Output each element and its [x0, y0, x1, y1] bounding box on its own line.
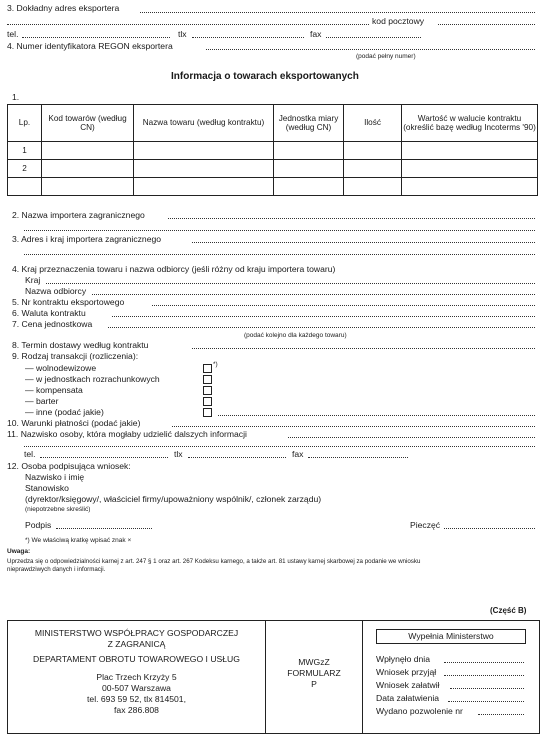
warning-text: Uprzedza się o odpowiedzialności karnej z art. 247 § 1 oraz art. 267 Kodeksu karnego, a także art. 81 ustawy karnej skarbowej za podanie we wniosku — [7, 558, 421, 565]
department-name: DEPARTAMENT OBROTU TOWAROWEGO I USŁUG — [33, 654, 240, 664]
signature-field[interactable] — [56, 528, 152, 529]
regon-note: (podać pełny numer) — [356, 53, 416, 60]
unit-price-label: 7. Cena jednostkowa — [12, 319, 93, 329]
option-label: — inne (podać jakie) — [25, 407, 104, 417]
warning-title: Uwaga: — [7, 548, 31, 555]
option-checkbox[interactable] — [203, 375, 212, 384]
exporter-address-line-2[interactable] — [7, 24, 369, 25]
importer-address-label: 3. Adres i kraj importera zagranicznego — [12, 234, 162, 244]
footnote: *) We właściwą kratkę wpisać znak × — [25, 537, 132, 544]
ministry-fill-field[interactable] — [450, 688, 524, 689]
postal-code-field[interactable] — [438, 24, 535, 25]
ministry-fill-field[interactable] — [478, 714, 524, 715]
table-cell[interactable] — [402, 142, 538, 160]
tlx-field[interactable] — [192, 37, 304, 38]
payment-terms-field[interactable] — [172, 426, 535, 427]
ministry-fill-item: Wpłynęło dnia — [376, 654, 430, 664]
contact-tlx-label: tlx — [174, 449, 183, 459]
country-label: Kraj — [25, 275, 41, 285]
ministry-fill-title: Wypełnia Ministerstwo — [408, 631, 494, 641]
table-cell[interactable] — [42, 142, 134, 160]
tel-field[interactable] — [22, 37, 170, 38]
option-label: — kompensata — [25, 385, 83, 395]
form-label: FORMULARZ — [287, 668, 341, 678]
transaction-type-label: 9. Rodzaj transakcji (rozliczenia): — [12, 351, 139, 361]
currency-label: 6. Waluta kontraktu — [12, 308, 86, 318]
tlx-label: tlx — [178, 29, 187, 39]
option-checkbox[interactable] — [203, 386, 212, 395]
ministry-fill-header — [376, 629, 526, 644]
table-cell[interactable] — [134, 160, 274, 178]
importer-address-field[interactable] — [192, 242, 535, 243]
table-cell[interactable] — [344, 142, 402, 160]
col-header-value: Wartość w walucie kontraktu (określić bazę według Incoterms '90) — [402, 105, 538, 142]
ministry-fill-item: Wniosek przyjął — [376, 667, 437, 677]
table-header-row — [8, 105, 538, 142]
contract-number-label: 5. Nr kontraktu eksportowego — [12, 297, 125, 307]
other-transaction-field[interactable] — [218, 415, 535, 416]
row-number — [8, 178, 42, 196]
contact-tel-field[interactable] — [40, 457, 168, 458]
divider — [362, 621, 363, 733]
stamp-label: Pieczęć — [410, 520, 441, 530]
contact-tlx-field[interactable] — [188, 457, 286, 458]
table-cell[interactable] — [274, 178, 344, 196]
contact-fax-field[interactable] — [308, 457, 408, 458]
footnote-mark: *) — [213, 361, 218, 368]
exporter-address-label: 3. Dokładny adres eksportera — [7, 3, 120, 13]
ministry-fax: fax 286.808 — [114, 705, 159, 715]
row-number: 1 — [8, 142, 42, 160]
ministry-fill-field[interactable] — [444, 675, 524, 676]
delivery-term-label: 8. Termin dostawy według kontraktu — [12, 340, 149, 350]
stamp-field[interactable] — [444, 528, 535, 529]
table-cell[interactable] — [42, 178, 134, 196]
form-code: MWGzZ — [298, 657, 330, 667]
signatory-position-label: Stanowisko — [25, 483, 69, 493]
part-label: (Część B) — [490, 606, 527, 615]
ministry-address: Plac Trzech Krzyży 5 — [96, 672, 177, 682]
importer-name-field[interactable] — [168, 218, 535, 219]
unit-price-field[interactable] — [108, 327, 535, 328]
strike-note: (niepotrzebne skreślić) — [25, 506, 91, 513]
fax-field[interactable] — [326, 37, 421, 38]
ministry-fill-field[interactable] — [448, 701, 524, 702]
signature-label: Podpis — [25, 520, 52, 530]
importer-name-label: 2. Nazwa importera zagranicznego — [12, 210, 145, 220]
table-row — [8, 178, 538, 196]
option-label: — wolnodewizowe — [25, 363, 97, 373]
table-cell[interactable] — [274, 142, 344, 160]
delivery-term-field[interactable] — [192, 348, 535, 349]
item-1-label: 1. — [12, 92, 20, 102]
table-cell[interactable] — [274, 160, 344, 178]
ministry-fill-item: Data załatwienia — [376, 693, 440, 703]
table-cell[interactable] — [134, 142, 274, 160]
exporter-address-line-1[interactable] — [140, 12, 535, 13]
consignee-label: Nazwa odbiorcy — [25, 286, 87, 296]
unit-price-note: (podać kolejno dla każdego towaru) — [244, 332, 347, 339]
ministry-box — [7, 620, 540, 734]
importer-name-field-2[interactable] — [24, 230, 535, 231]
col-header-goods-name: Nazwa towaru (według kontraktu) — [134, 105, 274, 142]
signatory-label: 12. Osoba podpisująca wniosek: — [7, 461, 131, 471]
contact-fax-label: fax — [292, 449, 304, 459]
ministry-address: 00-507 Warszawa — [102, 683, 171, 693]
form-letter: P — [311, 679, 317, 689]
table-cell[interactable] — [344, 160, 402, 178]
col-header-cn-code: Kod towarów (według CN) — [42, 105, 134, 142]
goods-table — [7, 104, 538, 196]
col-header-lp: Lp. — [8, 105, 42, 142]
table-row — [8, 142, 538, 160]
consignee-field[interactable] — [92, 294, 535, 295]
table-cell[interactable] — [134, 178, 274, 196]
country-field[interactable] — [46, 283, 535, 284]
ministry-name-2: Z ZAGRANICĄ — [107, 639, 166, 649]
contract-number-field[interactable] — [152, 305, 535, 306]
table-row — [8, 160, 538, 178]
ministry-contact: tel. 693 59 52, tlx 814501, — [87, 694, 186, 704]
row-number: 2 — [8, 160, 42, 178]
col-header-unit: Jednostka miary (według CN) — [274, 105, 344, 142]
destination-label: 4. Kraj przeznaczenia towaru i nazwa odbiorcy (jeśli różny od kraju importera towaru) — [12, 264, 336, 274]
table-cell[interactable] — [42, 160, 134, 178]
table-cell[interactable] — [402, 178, 538, 196]
importer-address-field-2[interactable] — [24, 254, 535, 255]
option-checkbox[interactable] — [203, 408, 212, 417]
regon-field[interactable] — [206, 49, 535, 50]
tel-label: tel. — [7, 29, 19, 39]
contact-person-label: 11. Nazwisko osoby, która mogłaby udzielić dalszych informacji — [7, 429, 247, 439]
regon-label: 4. Numer identyfikatora REGON eksportera — [7, 41, 173, 51]
ministry-fill-field[interactable] — [444, 662, 524, 663]
option-checkbox[interactable] — [203, 364, 212, 373]
table-cell[interactable] — [344, 178, 402, 196]
contact-person-field-2[interactable] — [24, 446, 535, 447]
contact-person-field[interactable] — [288, 437, 535, 438]
currency-field[interactable] — [112, 316, 535, 317]
fax-label: fax — [310, 29, 322, 39]
signatory-roles: (dyrektor/księgowy/, właściciel firmy/upoważniony wspólnik/, członek zarządu) — [25, 494, 322, 504]
option-label: — barter — [25, 396, 59, 406]
ministry-name: MINISTERSTWO WSPÓŁPRACY GOSPODARCZEJ — [34, 628, 239, 638]
postal-code-label: kod pocztowy — [372, 16, 425, 26]
col-header-quantity: Ilość — [344, 105, 402, 142]
option-label: — w jednostkach rozrachunkowych — [25, 374, 160, 384]
payment-terms-label: 10. Warunki płatności (podać jakie) — [7, 418, 141, 428]
contact-tel-label: tel. — [24, 449, 36, 459]
warning-text-2: nieprawdziwych danych i informacji. — [7, 566, 106, 573]
ministry-fill-item: Wydano pozwolenie nr — [376, 706, 463, 716]
section-title: Informacja o towarach eksportowanych — [171, 71, 359, 82]
table-cell[interactable] — [402, 160, 538, 178]
signatory-name-label: Nazwisko i imię — [25, 472, 85, 482]
ministry-fill-item: Wniosek załatwił — [376, 680, 440, 690]
option-checkbox[interactable] — [203, 397, 212, 406]
